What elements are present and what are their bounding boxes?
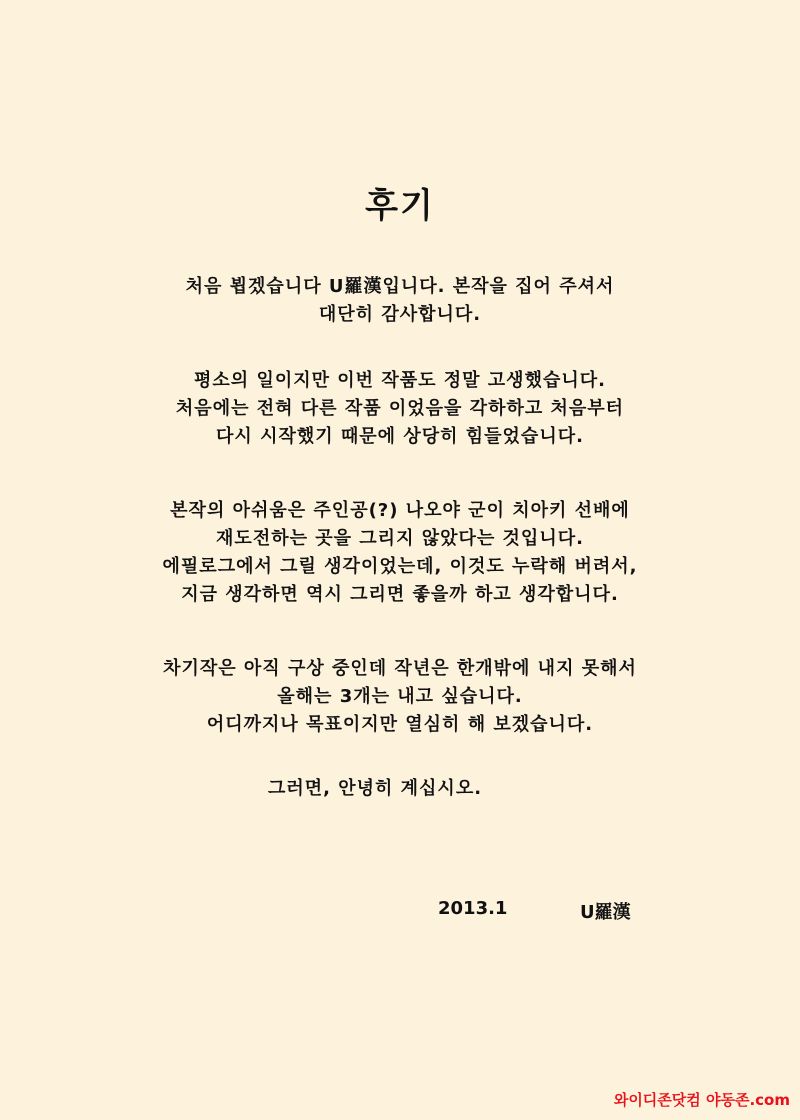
signature-date: 2013.1 bbox=[438, 898, 508, 919]
paragraph-3-line-2: 재도전하는 곳을 그리지 않았다는 것입니다. bbox=[216, 528, 584, 549]
paragraph-2-line-3: 다시 시작했기 때문에 상당히 힘들었습니다. bbox=[216, 426, 584, 447]
paragraph-2-line-1: 평소의 일이지만 이번 작품도 정말 고생했습니다. bbox=[194, 370, 606, 391]
paragraph-1-line-1: 처음 뵙겠습니다 U羅漢입니다. 본작을 집어 주셔서 bbox=[185, 276, 615, 297]
paragraph-2-line-2: 처음에는 전혀 다른 작품 이었음을 각하하고 처음부터 bbox=[175, 398, 625, 419]
paragraph-3-line-4: 지금 생각하면 역시 그리면 좋을까 하고 생각합니다. bbox=[181, 584, 619, 605]
paragraph-1-line-2: 대단히 감사합니다. bbox=[318, 304, 482, 325]
paragraph-3-line-1: 본작의 아쉬움은 주인공(?) 나오야 군이 치아키 선배에 bbox=[170, 500, 630, 521]
paragraph-4-line-2: 올해는 3개는 내고 싶습니다. bbox=[277, 686, 523, 707]
paragraph-4-line-3: 어디까지나 목표이지만 열심히 해 보겠습니다. bbox=[206, 714, 594, 735]
closing-line: 그러면, 안녕히 계십시오. bbox=[267, 778, 483, 799]
signature-author: U羅漢 bbox=[580, 902, 631, 923]
paragraph-3-line-3: 에필로그에서 그릴 생각이었는데, 이것도 누락해 버려서, bbox=[162, 556, 638, 577]
page-title: 후기 bbox=[365, 186, 435, 226]
watermark: 와이디존닷컴 야동존.com bbox=[613, 1091, 790, 1109]
paragraph-4-line-1: 차기작은 아직 구상 중인데 작년은 한개밖에 내지 못해서 bbox=[163, 658, 637, 679]
